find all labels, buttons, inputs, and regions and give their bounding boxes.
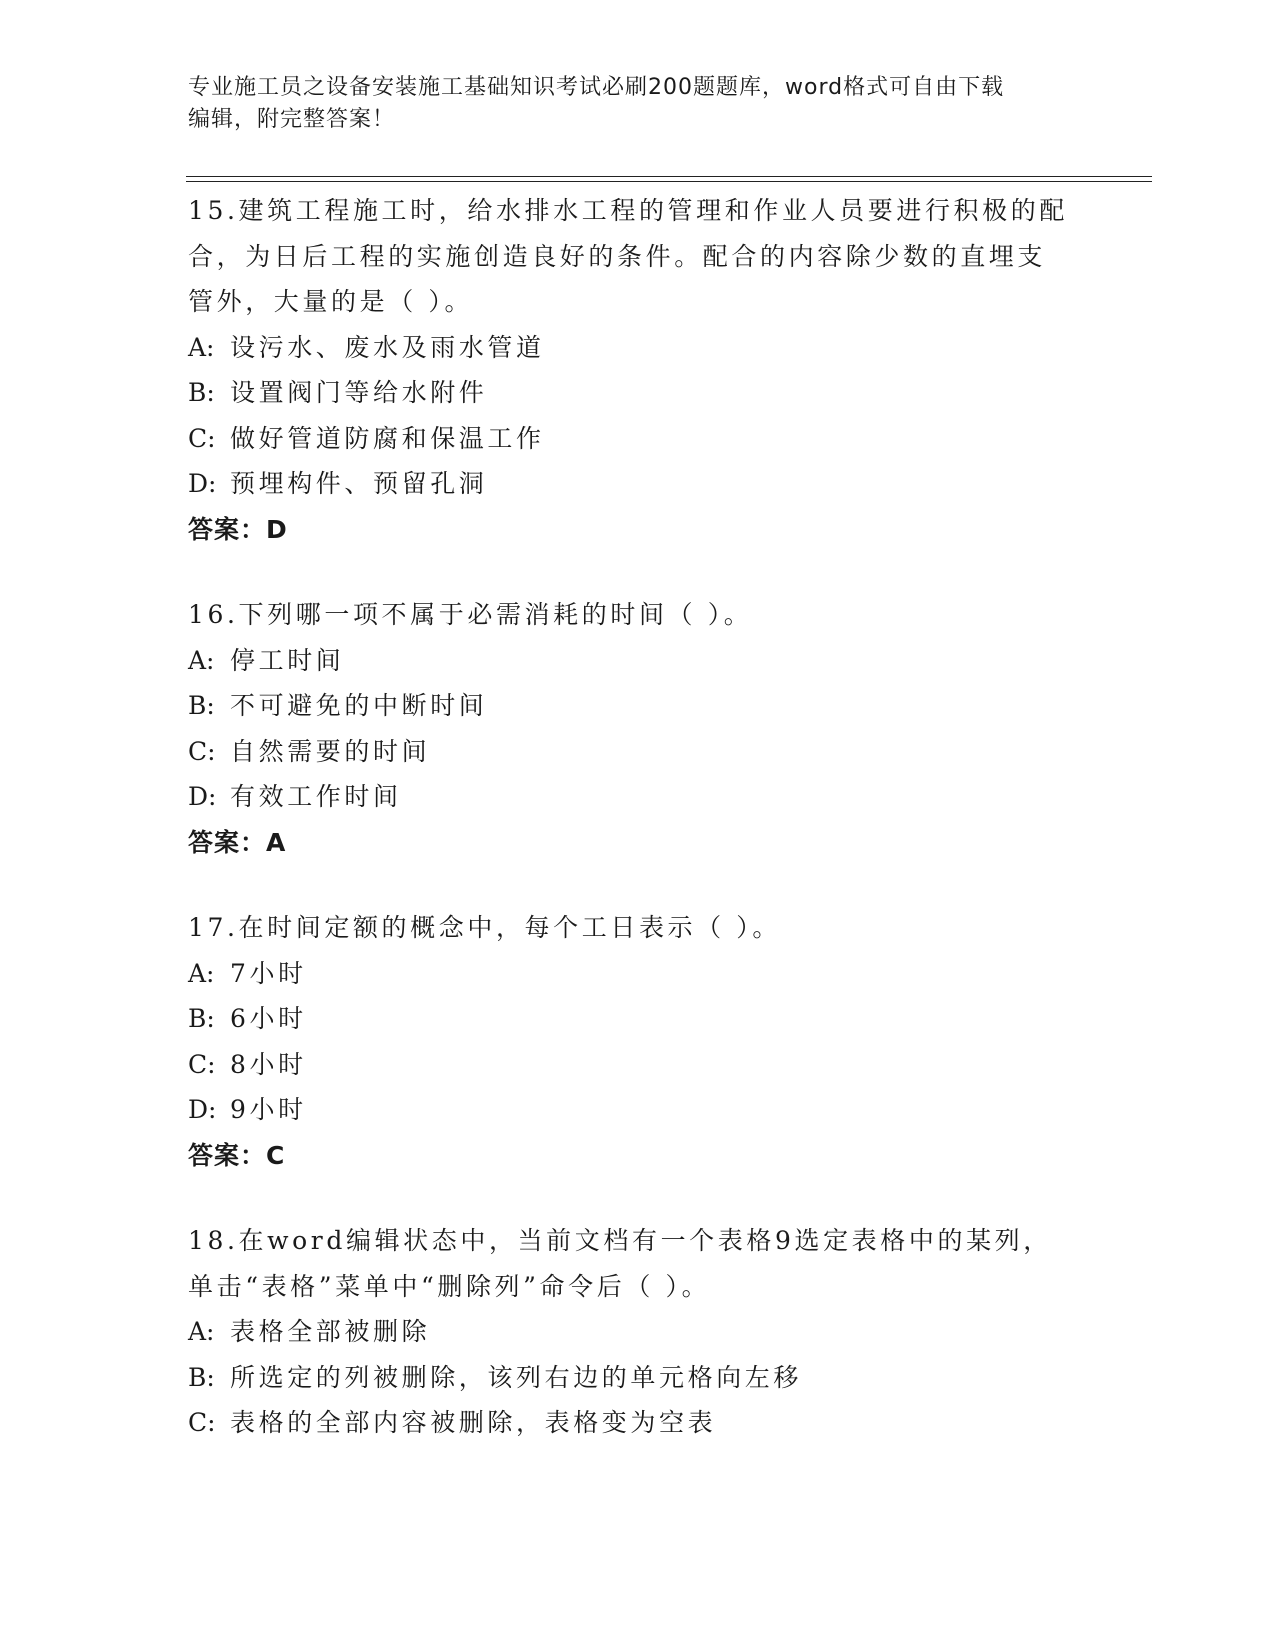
option-row bbox=[188, 416, 1088, 462]
option-letter: C: bbox=[188, 423, 216, 453]
option-letter: B: bbox=[188, 691, 215, 720]
question-3 bbox=[188, 905, 1088, 1178]
question-stem-line: 15.建筑工程施工时，给水排水工程的管理和作业人员要进行积极的配 bbox=[188, 196, 1068, 225]
answer-line: 答案：C bbox=[188, 1140, 286, 1170]
question-stem-line: 18.在word编辑状态中，当前文档有一个表格9选定表格中的某列， bbox=[188, 1226, 1052, 1255]
question-stem-line: 16.下列哪一项不属于必需消耗的时间（ ）。 bbox=[188, 600, 753, 629]
option-row bbox=[188, 951, 1088, 997]
option-letter: A: bbox=[188, 958, 215, 988]
option-letter: C: bbox=[188, 1408, 216, 1437]
question-stem-line: 单击“表格”菜单中“删除列”命令后（ ）。 bbox=[188, 1271, 711, 1301]
option-text: 所选定的列被删除，该列右边的单元格向左移 bbox=[230, 1362, 803, 1392]
header-rule-top bbox=[186, 176, 1152, 177]
option-text: 表格的全部内容被删除，表格变为空表 bbox=[230, 1408, 717, 1437]
document-header bbox=[188, 72, 1088, 136]
option-letter: B: bbox=[188, 378, 215, 407]
option-row bbox=[188, 1042, 1088, 1088]
option-letter: D: bbox=[188, 1095, 217, 1124]
option-text: 6小时 bbox=[230, 1004, 307, 1033]
option-letter: B: bbox=[188, 1362, 215, 1392]
option-row bbox=[188, 370, 1088, 416]
question-1 bbox=[188, 188, 1088, 552]
option-letter: B: bbox=[188, 1004, 215, 1033]
option-row bbox=[188, 1309, 1088, 1355]
option-row bbox=[188, 1087, 1088, 1133]
option-text: 做好管道防腐和保温工作 bbox=[230, 423, 545, 453]
option-row bbox=[188, 1400, 1088, 1446]
option-text: 表格全部被删除 bbox=[230, 1317, 431, 1346]
option-text: 8小时 bbox=[230, 1049, 307, 1079]
option-row bbox=[188, 729, 1088, 775]
option-letter: D: bbox=[188, 469, 217, 498]
question-2 bbox=[188, 592, 1088, 865]
question-list bbox=[188, 188, 1088, 1486]
option-text: 预埋构件、预留孔洞 bbox=[230, 469, 488, 498]
answer-line: 答案：D bbox=[188, 514, 288, 544]
option-row bbox=[188, 1355, 1088, 1401]
option-letter: A: bbox=[188, 332, 215, 362]
option-letter: D: bbox=[188, 782, 217, 811]
question-4 bbox=[188, 1218, 1088, 1446]
option-text: 设污水、废水及雨水管道 bbox=[230, 332, 545, 362]
option-text: 停工时间 bbox=[230, 645, 345, 675]
question-stem-line: 合，为日后工程的实施创造良好的条件。配合的内容除少数的直埋支 bbox=[188, 241, 1047, 271]
option-text: 7小时 bbox=[230, 958, 307, 988]
option-row bbox=[188, 996, 1088, 1042]
option-row bbox=[188, 638, 1088, 684]
header-rule-bottom bbox=[186, 181, 1152, 182]
option-letter: C: bbox=[188, 736, 216, 766]
option-row bbox=[188, 683, 1088, 729]
option-letter: C: bbox=[188, 1049, 216, 1079]
option-letter: A: bbox=[188, 1317, 215, 1346]
answer-line: 答案：A bbox=[188, 827, 287, 857]
option-letter: A: bbox=[188, 645, 215, 675]
option-text: 9小时 bbox=[230, 1095, 307, 1124]
option-row bbox=[188, 325, 1088, 371]
option-row bbox=[188, 461, 1088, 507]
option-text: 设置阀门等给水附件 bbox=[230, 378, 488, 407]
option-row bbox=[188, 774, 1088, 820]
option-text: 自然需要的时间 bbox=[230, 736, 431, 766]
option-text: 不可避免的中断时间 bbox=[230, 691, 488, 720]
header-line-2: 编辑，附完整答案！ bbox=[188, 107, 396, 132]
question-stem-line: 管外，大量的是（ ）。 bbox=[188, 287, 474, 316]
header-line-1: 专业施工员之设备安装施工基础知识考试必刷200题题库，word格式可自由下载 bbox=[188, 75, 1005, 100]
question-stem-line: 17.在时间定额的概念中，每个工日表示（ ）。 bbox=[188, 913, 782, 942]
option-text: 有效工作时间 bbox=[230, 782, 402, 811]
